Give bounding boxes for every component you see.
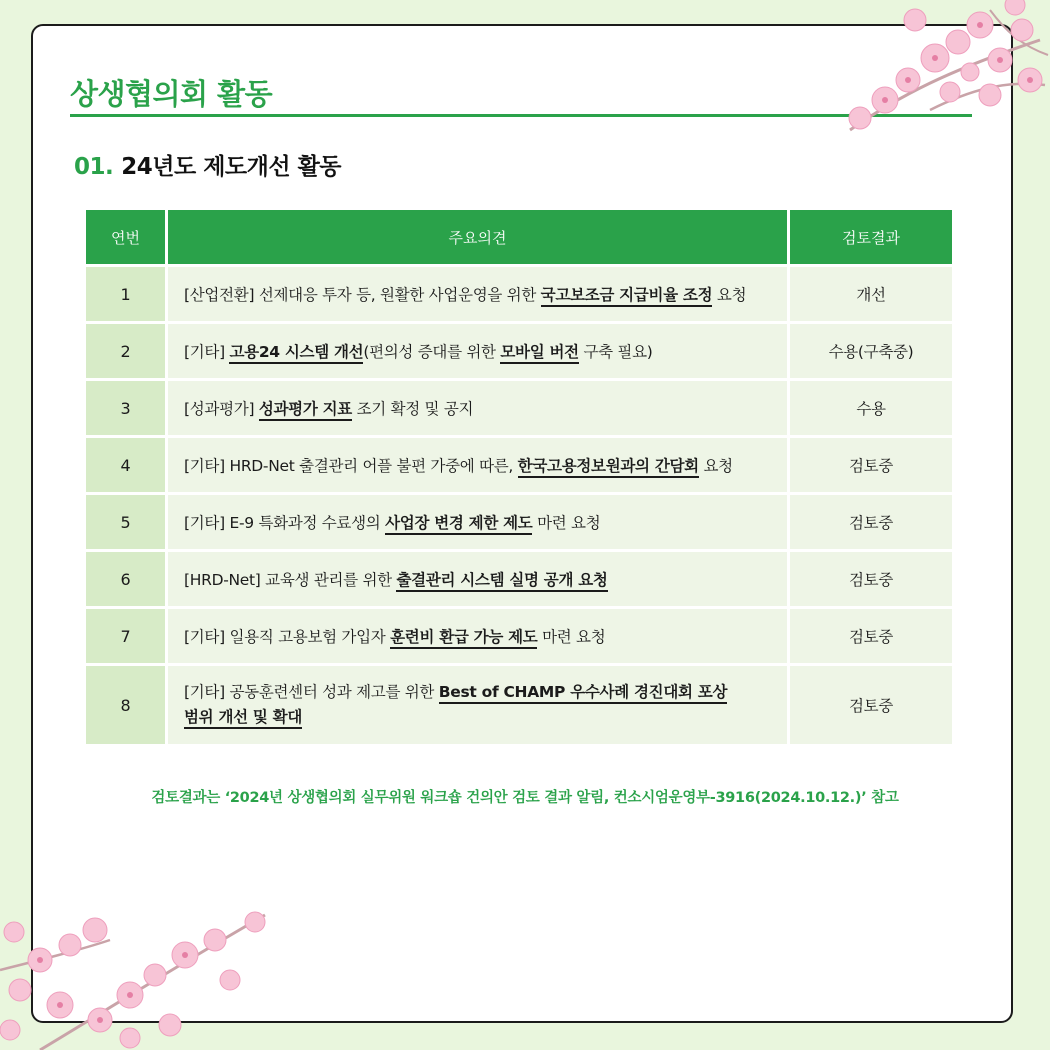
row-opinion: [HRD-Net] 교육생 관리를 위한 출결관리 시스템 실명 공개 요청 <box>168 552 787 606</box>
row-opinion: [기타] 공동훈련센터 성과 제고를 위한 Best of CHAMP 우수사례 경진대회 포상 범위 개선 및 확대 <box>168 666 787 744</box>
row-result: 검토중 <box>790 666 952 744</box>
row-result: 수용(구축중) <box>790 324 952 378</box>
header-result: 검토결과 <box>790 210 952 264</box>
row-number: 1 <box>86 267 165 321</box>
row-opinion: [기타] 고용24 시스템 개선(편의성 증대를 위한 모바일 버전 구축 필요) <box>168 324 787 378</box>
section-heading <box>74 148 341 181</box>
row-opinion: [기타] HRD-Net 출결관리 어플 불편 가중에 따른, 한국고용정보원과의 간담회 요청 <box>168 438 787 492</box>
row-number: 2 <box>86 324 165 378</box>
row-result: 검토중 <box>790 552 952 606</box>
highlight: 범위 개선 및 확대 <box>184 708 302 729</box>
highlight: 국고보조금 지급비율 조정 <box>541 286 713 307</box>
table-row <box>86 666 952 744</box>
improvement-table <box>83 207 955 747</box>
section-title: 24년도 제도개선 활동 <box>121 154 342 180</box>
table-row <box>86 495 952 549</box>
highlight: 사업장 변경 제한 제도 <box>385 514 532 535</box>
row-number: 4 <box>86 438 165 492</box>
highlight: 고용24 시스템 개선 <box>229 343 363 364</box>
cherry-blossom-icon <box>0 910 280 1050</box>
row-result: 검토중 <box>790 609 952 663</box>
row-number: 6 <box>86 552 165 606</box>
row-opinion: [기타] 일용직 고용보험 가입자 훈련비 환급 가능 제도 마련 요청 <box>168 609 787 663</box>
table-row <box>86 324 952 378</box>
table-header-row <box>86 210 952 264</box>
row-number: 7 <box>86 609 165 663</box>
row-result: 검토중 <box>790 438 952 492</box>
row-number: 5 <box>86 495 165 549</box>
highlight: 출결관리 시스템 실명 공개 요청 <box>396 571 607 592</box>
row-result: 개선 <box>790 267 952 321</box>
row-opinion: [산업전환] 선제대응 투자 등, 원활한 사업운영을 위한 국고보조금 지급비율 조정 요청 <box>168 267 787 321</box>
highlight: Best of CHAMP 우수사례 경진대회 포상 <box>439 683 727 704</box>
header-no: 연번 <box>86 210 165 264</box>
row-number: 8 <box>86 666 165 744</box>
row-number: 3 <box>86 381 165 435</box>
row-result: 검토중 <box>790 495 952 549</box>
table-row <box>86 552 952 606</box>
highlight: 훈련비 환급 가능 제도 <box>390 628 537 649</box>
cherry-blossom-icon <box>790 0 1050 140</box>
row-result: 수용 <box>790 381 952 435</box>
row-opinion: [성과평가] 성과평가 지표 조기 확정 및 공지 <box>168 381 787 435</box>
table-row <box>86 438 952 492</box>
highlight: 성과평가 지표 <box>259 400 352 421</box>
row-opinion: [기타] E-9 특화과정 수료생의 사업장 변경 제한 제도 마련 요청 <box>168 495 787 549</box>
header-opinion: 주요의견 <box>168 210 787 264</box>
table-row <box>86 267 952 321</box>
page-title: 상생협의회 활동 <box>70 77 273 111</box>
highlight: 모바일 버전 <box>500 343 578 364</box>
table-row <box>86 609 952 663</box>
footnote: 검토결과는 ‘2024년 상생협의회 실무위원 워크숍 건의안 검토 결과 알림, 컨소시엄운영부-3916(2024.10.12.)’ 참고 <box>151 790 899 806</box>
highlight: 한국고용정보원과의 간담회 <box>518 457 699 478</box>
section-number: 01. <box>74 154 114 180</box>
table-row <box>86 381 952 435</box>
